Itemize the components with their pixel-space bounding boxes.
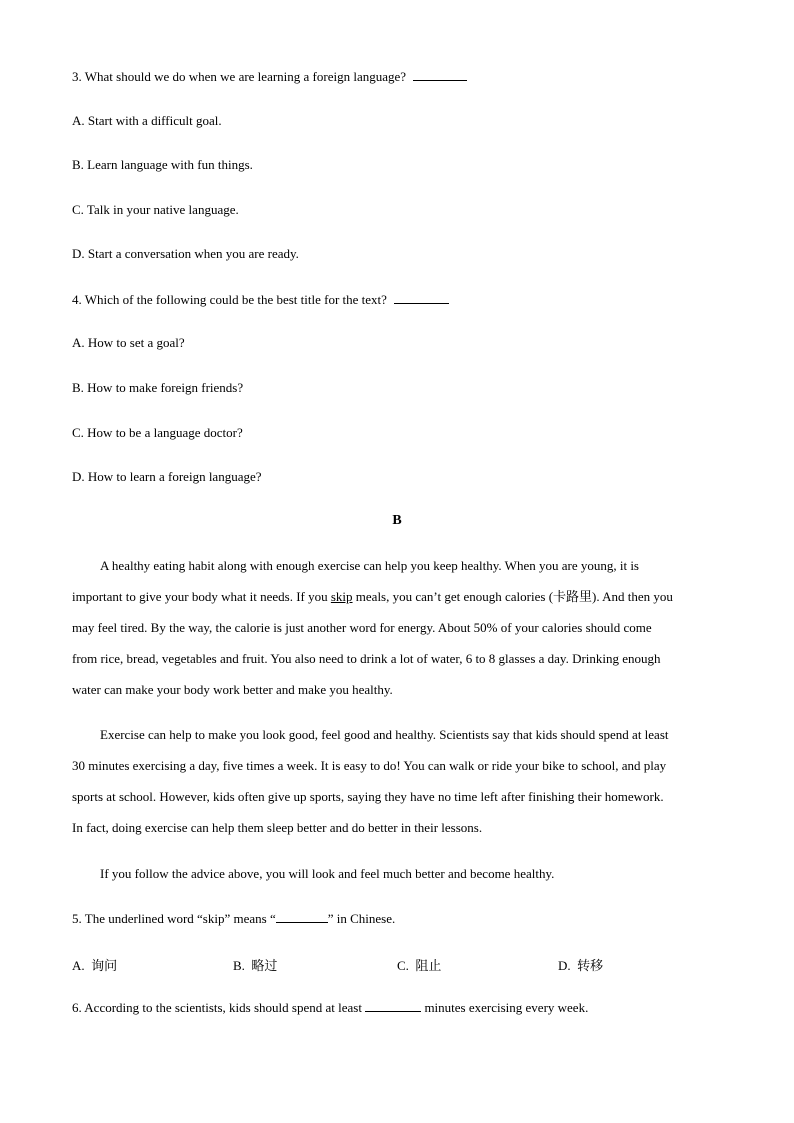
paragraph-line: from rice, bread, vegetables and fruit. You also need to drink a lot of water, 6 to 8 glasses a day. Drinking enough [72, 651, 661, 666]
question-3-option-b: B. Learn language with fun things. [72, 157, 253, 172]
passage-paragraph-2 [72, 727, 724, 851]
answer-blank[interactable] [413, 68, 467, 81]
paragraph-line: Exercise can help to make you look good, feel good and healthy. Scientists say that kids should spend at least [100, 727, 669, 742]
question-3-stem [72, 68, 467, 85]
question-4-option-b: B. How to make foreign friends? [72, 380, 244, 395]
answer-blank[interactable] [276, 910, 328, 923]
question-3-option-a: A. Start with a difficult goal. [72, 113, 222, 128]
question-4-stem [72, 291, 449, 308]
paragraph-line: In fact, doing exercise can help them sleep better and do better in their lessons. [72, 820, 483, 835]
answer-blank[interactable] [365, 999, 421, 1012]
section-b-heading: B [392, 513, 402, 528]
question-4-option-c: C. How to be a language doctor? [72, 425, 243, 440]
question-3-option-d: D. Start a conversation when you are ready. [72, 246, 299, 261]
question-5-option-c: C. 阻止 [397, 958, 442, 974]
question-5-option-b: B. 略过 [233, 958, 278, 974]
paragraph-line: sports at school. However, kids often give up sports, saying they have no time left after finishing their homework. [72, 789, 664, 804]
answer-blank[interactable] [394, 291, 449, 304]
underlined-word-skip: skip [330, 589, 353, 604]
question-4-text: 4. Which of the following could be the best title for the text? [72, 292, 387, 307]
paragraph-line: important to give your body what it needs. If you skip meals, you can’t get enough calories (卡路里). And then you [72, 589, 673, 605]
paragraph-line: A healthy eating habit along with enough exercise can help you keep healthy. When you are young, it is [100, 558, 639, 573]
question-4-option-d: D. How to learn a foreign language? [72, 469, 262, 484]
paragraph-line: may feel tired. By the way, the calorie is just another word for energy. About 50% of your calories should come [72, 620, 652, 635]
paragraph-line: water can make your body work better and make you healthy. [72, 682, 393, 697]
passage-paragraph-1 [72, 558, 724, 713]
question-6-stem: 6. According to the scientists, kids should spend at least minutes exercising every week. [72, 1000, 589, 1015]
question-4-option-a: A. How to set a goal? [72, 335, 185, 350]
passage-paragraph-3: If you follow the advice above, you will look and feel much better and become healthy. [100, 866, 555, 881]
question-5-option-d: D. 转移 [558, 958, 604, 974]
question-3-option-c: C. Talk in your native language. [72, 202, 239, 217]
paragraph-line: 30 minutes exercising a day, five times a week. It is easy to do! You can walk or ride your bike to school, and play [72, 758, 667, 773]
question-5-option-a: A. 询问 [72, 958, 118, 974]
question-3-text: 3. What should we do when we are learning a foreign language? [72, 69, 407, 84]
question-5-stem: 5. The underlined word “skip” means “ ” in Chinese. [72, 911, 396, 926]
